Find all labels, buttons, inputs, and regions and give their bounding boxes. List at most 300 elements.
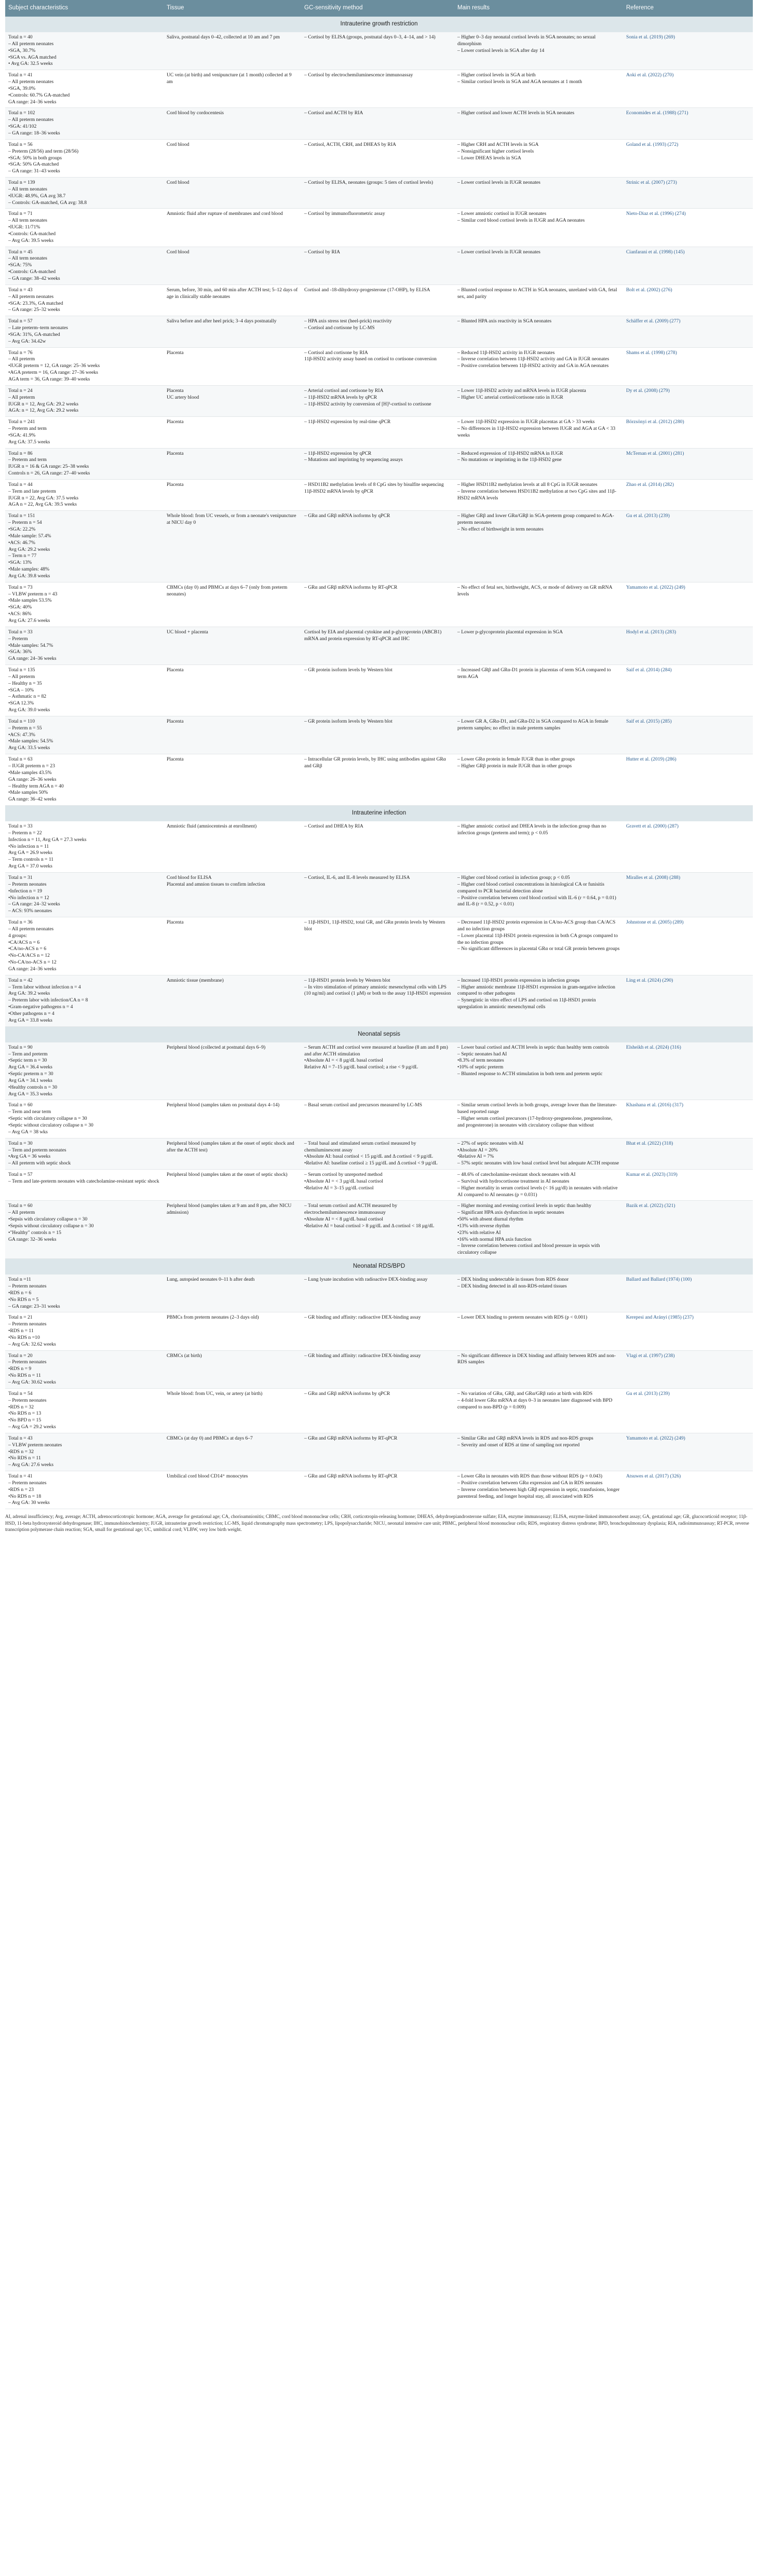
- cell-line: GA range: 24–36 weeks: [8, 99, 57, 105]
- subject-cell: [5, 821, 164, 872]
- cell-line: •Male sample: 57.4%: [8, 533, 51, 539]
- tissue-cell: [164, 975, 301, 1026]
- subject-cell: [5, 665, 164, 716]
- table-row: [5, 582, 753, 627]
- cell-line: Total n = 110: [8, 718, 35, 724]
- table-row: [5, 209, 753, 247]
- table-footnote: AI, adrenal insufficiency; Avg, average; ACTH, adrenocorticotropic hormone; AGA, average for gestational age; CA, chorioamnionitis; CBMC, cord blood mononuclear cells; CRH, corticotropin-releasing hormone; DHEAS, dehydroepiandrosterone sulfate; EIA, enzyme immunoassay; ELISA, enzyme-linked immunosorbent assay; GA, gestational age; GR, glucocorticoid receptor; 11β-HSD, 11-beta hydroxysteroid dehydrogenase; IHC, immunohistochemistry; IUGR, intrauterine growth restriction; LC-MS, liquid chromatography mass spectrometry; LPS, lipopolysaccharide; NICU, neonatal intensive care unit; PBMC, peripheral blood mononuclear cells; RDS, respiratory distress syndrome; BPD, bronchopulmonary dysplasia; RIA, radioimmunoassay; RT-PCR, reverse transcription polymerase chain reaction; SGA, small for gestational age; UC, umbilical cord; VLBW, very low birth weight.: [5, 1514, 749, 1533]
- cell-line: •ACS: 47.3%: [8, 731, 35, 738]
- cell-line: – 11β-HSD2 expression by qPCR: [304, 450, 372, 456]
- cell-line: – All preterm with septic shock: [8, 1160, 71, 1167]
- tissue-cell: [164, 1138, 301, 1169]
- cell-line: – Preterm (28/56) and term (28/56): [8, 148, 79, 154]
- cell-line: – IUGR preterm n = 23: [8, 763, 55, 769]
- table-row: [5, 1312, 753, 1350]
- cell-line: – No variation of GRα, GRβ, and GRα/GRβ ratio at birth with RDS: [457, 1390, 593, 1397]
- reference-link[interactable]: Saif et al. (2014) (284): [623, 665, 753, 716]
- results-cell: [454, 479, 623, 510]
- cell-line: •Infection n = 19: [8, 888, 42, 894]
- cell-line: Infection n = 11, Avg GA = 27.3 weeks: [8, 836, 87, 843]
- cell-line: CBMCs (day 0) and PBMCs at days 6–7 (only from preterm neonates): [167, 584, 289, 597]
- cell-line: – No mutations or imprinting in the 11β-HSD2 gene: [457, 457, 562, 463]
- cell-line: •RDS n = 11: [8, 1328, 34, 1334]
- subject-cell: [5, 1312, 164, 1350]
- cell-line: – Higher amniotic membrane 11β-HSD1 expression in gram-negative infection compared to other pathogens: [457, 984, 617, 997]
- reference-link[interactable]: Vlagi et al. (1997) (238): [623, 1350, 753, 1388]
- cell-line: – 57% septic neonates with low basal cortisol level but adequate ACTH response: [457, 1160, 619, 1167]
- method-cell: [301, 32, 454, 70]
- cell-line: Placenta: [167, 387, 184, 394]
- cell-line: Total n = 86: [8, 450, 33, 456]
- results-cell: [454, 1201, 623, 1259]
- cell-line: Placenta: [167, 450, 184, 456]
- cell-line: •No RDS n =10: [8, 1334, 40, 1340]
- tissue-cell: [164, 716, 301, 754]
- reference-link[interactable]: Kumar et al. (2023) (319): [623, 1170, 753, 1201]
- cell-line: •IUGR: 48.9%, GA avg 38.7: [8, 193, 66, 199]
- cell-line: – Lower 11β-HSD2 activity and mRNA levels in IUGR placenta: [457, 387, 586, 394]
- tissue-cell: [164, 347, 301, 385]
- subject-cell: [5, 1138, 164, 1169]
- cell-line: •Septic without circulatory collapse n = 30: [8, 1122, 93, 1128]
- cell-line: – Higher cord blood cortisol concentrations in histological CA or funisitis compared to PCR bacterial detection alone: [457, 881, 606, 894]
- cell-line: – Preterm n = 22: [8, 830, 42, 836]
- cell-line: •"Healthy" controls n = 15: [8, 1229, 61, 1236]
- cell-line: Total n = 41: [8, 1473, 33, 1480]
- cell-line: •13% with reverse rhythm: [457, 1223, 510, 1229]
- cell-line: •Avg GA = 36 weeks: [8, 1154, 51, 1160]
- cell-line: •ACS: 86%: [8, 611, 32, 617]
- tissue-cell: [164, 247, 301, 284]
- cell-line: Total n = 43: [8, 1435, 33, 1441]
- method-cell: [301, 417, 454, 448]
- cell-line: •No RDS n = 5: [8, 1296, 39, 1303]
- cell-line: Total n = 21: [8, 1314, 33, 1321]
- cell-line: – HSD11B2 methylation levels of 8 CpG sites by bisulfite sequencing: [304, 481, 444, 487]
- cell-line: – Preterm n = 54: [8, 520, 42, 526]
- cell-line: – Survival with hydrocortisone treatment in AI neonates: [457, 1178, 570, 1184]
- cell-line: •10% of septic preterm: [457, 1064, 504, 1070]
- tissue-cell: [164, 139, 301, 177]
- cell-line: Placenta: [167, 667, 184, 673]
- cell-line: •Male samples: 54.7%: [8, 642, 53, 648]
- reference-link[interactable]: Börzsönyi et al. (2012) (280): [623, 417, 753, 448]
- cell-line: •No-CA/ACS n = 12: [8, 953, 50, 959]
- cell-line: – GR protein isoform levels by Western blot: [304, 718, 392, 724]
- header-results: Main results: [454, 0, 623, 17]
- results-cell: [454, 1100, 623, 1138]
- cell-line: – Term controls n = 11: [8, 857, 54, 863]
- results-cell: [454, 1433, 623, 1471]
- reference-link[interactable]: Sonia et al. (2019) (269): [623, 32, 753, 70]
- cell-line: – 48.6% of catecholamine-resistant shock neonates with AI: [457, 1172, 576, 1178]
- cell-line: – Lower 11β-HSD2 expression in IUGR placentas at GA > 33 weeks: [457, 419, 595, 425]
- cell-line: Total n = 33: [8, 629, 33, 635]
- cell-line: – GA range: 38–42 weeks: [8, 276, 60, 281]
- results-cell: [454, 511, 623, 582]
- results-cell: [454, 108, 623, 139]
- subject-cell: [5, 872, 164, 917]
- cell-line: – Preterm n = 55: [8, 725, 42, 731]
- results-cell: [454, 178, 623, 209]
- reference-link[interactable]: Shams et al. (1998) (278): [623, 347, 753, 385]
- reference-link[interactable]: Bolt et al. (2002) (276): [623, 284, 753, 316]
- cell-line: Avg GA = 33.8 weeks: [8, 1017, 52, 1023]
- subject-cell: [5, 754, 164, 806]
- cell-line: •SGA: 41/102: [8, 124, 37, 130]
- cell-line: •No RDS n = 13: [8, 1411, 42, 1417]
- cell-line: – Term and near term: [8, 1109, 51, 1115]
- reference-link[interactable]: Gu et al. (2013) (239): [623, 1388, 753, 1433]
- cell-line: – Lower GRα protein in female IUGR than in other groups: [457, 756, 575, 763]
- section-title: Neonatal sepsis: [5, 1026, 753, 1042]
- cell-line: •SGA: 23.3%, GA matched: [8, 300, 63, 306]
- cell-line: •No RDS n = 11: [8, 1373, 41, 1379]
- cell-line: – Higher serum cortisol precursors (17-hydroxy-pregnenolone, pregnenolone, and progesterone) in neonates with circulatory collapse than without: [457, 1116, 614, 1128]
- cell-line: 11β-HSD2 mRNA levels by qPCR: [304, 488, 373, 494]
- cell-line: Cord blood: [167, 141, 190, 147]
- cell-line: – Late preterm–term neonates: [8, 325, 68, 331]
- tissue-cell: [164, 178, 301, 209]
- cell-line: Total n = 57: [8, 318, 33, 324]
- subject-cell: [5, 284, 164, 316]
- reference-link[interactable]: Saif et al. (2015) (285): [623, 716, 753, 754]
- cell-line: – Cortisol and DHEA by RIA: [304, 823, 363, 830]
- cell-line: – Lower amniotic cortisol in IUGR neonates: [457, 211, 547, 217]
- cell-line: •Sepsis with circulatory collapse n = 30: [8, 1216, 88, 1223]
- cell-line: •SGA: 75%: [8, 262, 32, 268]
- cell-line: – GA range: 25–32 weeks: [8, 307, 60, 313]
- reference-link[interactable]: Cianfarani et al. (1998) (145): [623, 247, 753, 284]
- cell-line: – Cortisol, ACTH, CRH, and DHEAS by RIA: [304, 141, 396, 147]
- cell-line: Avg GA = 26.9 weeks: [8, 850, 52, 856]
- cell-line: •Relative AI: baseline cortisol ≥ 15 µg/dL and Δ cortisol < 9 µg/dL: [304, 1160, 438, 1167]
- cell-line: •RDS n = 32: [8, 1448, 34, 1455]
- cell-line: •SGA: 50% in both groups: [8, 155, 62, 161]
- cell-line: – GA range: 24–32 weeks: [8, 901, 60, 907]
- method-cell: [301, 1201, 454, 1259]
- reference-link[interactable]: Strinic et al. (2007) (273): [623, 178, 753, 209]
- cell-line: – Serum ACTH and cortisol were measured at baseline (8 am and 8 pm) and after ACTH stimulation: [304, 1044, 450, 1057]
- cell-line: Saliva, postnatal days 0–42, collected at 10 am and 7 pm: [167, 34, 280, 40]
- tissue-cell: [164, 627, 301, 665]
- cell-line: Total n = 139: [8, 180, 35, 186]
- tissue-cell: [164, 1042, 301, 1100]
- cell-line: – Severity and onset of RDS at time of sampling not reported: [457, 1442, 580, 1448]
- cell-line: •No RDS n = 11: [8, 1455, 41, 1461]
- cell-line: •SGA: 13%: [8, 560, 32, 566]
- reference-link[interactable]: Zhao et al. (2014) (282): [623, 479, 753, 510]
- cell-line: Placenta: [167, 919, 184, 926]
- cell-line: – GRα and GRβ mRNA isoforms by qPCR: [304, 513, 390, 519]
- cell-line: Total n = 40: [8, 34, 33, 40]
- cell-line: – Significant HPA axis dysfunction in septic neonates: [457, 1210, 564, 1216]
- table-row: [5, 821, 753, 872]
- cell-line: – All preterm neonates: [8, 40, 54, 47]
- cell-line: 4 groups:: [8, 932, 27, 939]
- cell-line: Total n = 63: [8, 756, 33, 763]
- cell-line: – Inverse correlation between high GRβ expression in septic, transfusions, longer parenteral feeding, and longer hospital stay, all associated with RDS: [457, 1486, 621, 1499]
- cell-line: – Reduced expression of 11β-HSD2 mRNA in IUGR: [457, 450, 563, 456]
- cell-line: •No infection n = 11: [8, 843, 49, 849]
- subject-cell: [5, 1471, 164, 1509]
- cell-line: Avg GA: 33.5 weeks: [8, 745, 50, 751]
- cell-line: •Absolute AI = < 8 µg/dL basal cortisol: [304, 1216, 383, 1223]
- tissue-cell: [164, 448, 301, 479]
- reference-link[interactable]: Nieto-Diaz et al. (1996) (274): [623, 209, 753, 247]
- method-cell: [301, 479, 454, 510]
- cell-line: – Avg GA: 30.62 weeks: [8, 1379, 56, 1385]
- cell-line: – GR binding and affinity: radioactive DEX-binding assay: [304, 1314, 421, 1321]
- cell-line: GA range: 36–42 weeks: [8, 796, 57, 803]
- cell-line: •Male samples 50%: [8, 790, 48, 796]
- table-row: [5, 665, 753, 716]
- reference-link[interactable]: Yamamoto et al. (2022) (249): [623, 582, 753, 627]
- cell-line: CBMCs (at day 0) and PBMCs at days 6–7: [167, 1435, 253, 1441]
- cell-line: •Controls: GA-matched: [8, 269, 56, 275]
- reference-link[interactable]: Bazik et al. (2022) (321): [623, 1201, 753, 1259]
- cell-line: Cortisol by EIA and placental cytokine and p-glycoprotein (ABCB1) mRNA and protein expression by RT-qPCR and IHC: [304, 629, 443, 642]
- reference-link[interactable]: Aoki et al. (2022) (270): [623, 70, 753, 108]
- header-tissue: Tissue: [164, 0, 301, 17]
- reference-link[interactable]: Economides et al. (1988) (271): [623, 108, 753, 139]
- table-row: [5, 1170, 753, 1201]
- cell-line: – Lower DHEAS levels in SGA: [457, 155, 521, 161]
- cell-line: •Other pathogens n = 4: [8, 1011, 55, 1016]
- cell-line: Total n = 56: [8, 141, 33, 147]
- cell-line: Total n = 44: [8, 481, 33, 487]
- reference-link[interactable]: Ballard and Ballard (1974) (100): [623, 1275, 753, 1312]
- cell-line: – Nonsignificant higher cortisol levels: [457, 148, 534, 154]
- cell-line: – Avg GA: 34.42w: [8, 338, 46, 344]
- cell-line: – No significant differences in placental GRα or total GR protein between groups: [457, 946, 620, 952]
- table-row: [5, 417, 753, 448]
- reference-link[interactable]: Miralles et al. (2008) (288): [623, 872, 753, 917]
- cell-line: •CA/ACS n = 6: [8, 939, 40, 945]
- cell-line: – Lower DEX binding to preterm neonates with RDS (p < 0.001): [457, 1314, 588, 1321]
- cell-line: •SGA 12.3%: [8, 700, 34, 707]
- table-row: [5, 385, 753, 416]
- cell-line: – Increased GRβ and GRα-D1 protein in placentas of term SGA compared to term AGA: [457, 667, 612, 680]
- cell-line: Peripheral blood (samples taken on postnatal days 4–14): [167, 1102, 280, 1108]
- reference-link[interactable]: McTernan et al. (2001) (281): [623, 448, 753, 479]
- cell-line: – Higher GRβ and lower GRα/GRβ in SGA-preterm group compared to AGA-preterm neonates: [457, 513, 614, 526]
- cell-line: •Controls: GA-matched: [8, 231, 56, 237]
- cell-line: – Inverse correlation between cortisol and blood pressure in sepsis with circulatory collapse: [457, 1243, 601, 1256]
- cell-line: – Higher HSD11B2 methylation levels at all 8 CpG in IUGR neonates: [457, 481, 598, 487]
- cell-line: – Total serum cortisol and ACTH measured by electrochemiluminescence immunoassay: [304, 1203, 399, 1216]
- cell-line: 11β-HSD2 activity assay based on cortisol to cortisone conversion: [304, 356, 437, 362]
- cell-line: – Healthy term AGA n = 40: [8, 783, 64, 789]
- cell-line: •16% with normal HPA axis function: [457, 1236, 532, 1242]
- reference-link[interactable]: Ling et al. (2024) (290): [623, 975, 753, 1026]
- cell-line: Peripheral blood (collected at postnatal days 6–9): [167, 1044, 266, 1050]
- method-cell: [301, 872, 454, 917]
- tissue-cell: [164, 1201, 301, 1259]
- cell-line: •RDS n = 23: [8, 1486, 34, 1493]
- cell-line: •Male samples 43.5%: [8, 769, 52, 776]
- cell-line: IUGR n = 16 & GA range: 25–38 weeks: [8, 464, 89, 470]
- tissue-cell: [164, 1100, 301, 1138]
- reference-link[interactable]: Schäffer et al. (2009) (277): [623, 316, 753, 347]
- cell-line: Total n = 60: [8, 1203, 33, 1209]
- reference-link[interactable]: Gravett et al. (2000) (287): [623, 821, 753, 872]
- header-row: [5, 0, 753, 17]
- cell-line: – All preterm: [8, 673, 35, 680]
- cell-line: Total n = 60: [8, 1102, 33, 1108]
- cell-line: – Cortisol by RIA: [304, 249, 341, 255]
- table-row: [5, 139, 753, 177]
- cell-line: – 11β-HSD2 mRNA levels by qPCR: [304, 394, 377, 400]
- cell-line: – ACS: 93% neonates: [8, 908, 52, 914]
- cell-line: Total n = 42: [8, 977, 33, 983]
- results-cell: [454, 284, 623, 316]
- reference-link[interactable]: Hutter et al. (2019) (286): [623, 754, 753, 806]
- method-cell: [301, 665, 454, 716]
- cell-line: Saliva before and after heel prick; 3–4 days postnatally: [167, 318, 277, 324]
- section-header-row: [5, 806, 753, 822]
- reference-link[interactable]: Bhat et al. (2022) (318): [623, 1138, 753, 1169]
- method-cell: [301, 385, 454, 416]
- cell-line: UC vein (at birth) and venipuncture (at 1 month) collected at 9 am: [167, 72, 293, 85]
- cell-line: – Lower cortisol levels in IUGR neonates: [457, 249, 540, 255]
- cell-line: – No differences in 11β-HSD2 expression between IUGR and AGA at GA < 33 weeks: [457, 426, 617, 438]
- cell-line: – 11β-HSD2 activity by conversion of [H]³-cortisol to cortisone: [304, 401, 431, 407]
- cell-line: – Preterm neonates: [8, 1397, 47, 1403]
- cell-line: – All preterm: [8, 394, 35, 400]
- cell-line: Cord blood: [167, 249, 190, 255]
- subject-cell: [5, 1275, 164, 1312]
- subject-cell: [5, 716, 164, 754]
- table-row: [5, 872, 753, 917]
- reference-link[interactable]: Khashana et al. (2016) (317): [623, 1100, 753, 1138]
- subject-cell: [5, 1433, 164, 1471]
- cell-line: – All preterm neonates: [8, 79, 54, 85]
- method-cell: [301, 1042, 454, 1100]
- cell-line: • Avg GA: 32.5 weeks: [8, 61, 53, 67]
- cell-line: – In vitro stimulation of primary amniotic mesenchymal cells with LPS (10 ng/ml) and cortisol (1 µM) or both to the assay 11β-HSD1 expression: [304, 984, 451, 997]
- reference-link[interactable]: Atsuwes et al. (2017) (326): [623, 1471, 753, 1509]
- cell-line: •Controls: 60.7% GA-matched: [8, 92, 70, 98]
- reference-link[interactable]: Kerepesi and Arányi (1985) (237): [623, 1312, 753, 1350]
- cell-line: Placenta: [167, 481, 184, 487]
- table-row: [5, 284, 753, 316]
- table-row: [5, 754, 753, 806]
- cell-line: – VLBW preterm neonates: [8, 1442, 62, 1448]
- cell-line: – GA range: 31–43 weeks: [8, 168, 60, 174]
- reference-link[interactable]: Johnstone et al. (2005) (289): [623, 917, 753, 975]
- reference-link[interactable]: Yamamoto et al. (2022) (249): [623, 1433, 753, 1471]
- cell-line: Avg GA: 27.6 weeks: [8, 617, 50, 623]
- cell-line: – GRα and GRβ mRNA isoforms by RT-qPCR: [304, 1473, 398, 1480]
- cell-line: CBMCs (at birth): [167, 1352, 202, 1359]
- table-row: [5, 1275, 753, 1312]
- cell-line: – Similar GRα and GRβ mRNA levels in RDS and non-RDS groups: [457, 1435, 593, 1441]
- cell-line: – No effect of birthweight in term neonates: [457, 526, 544, 532]
- cell-line: •Gram-negative pathogens n = 4: [8, 1004, 73, 1010]
- cell-line: – Preterm: [8, 635, 28, 642]
- subject-cell: [5, 1388, 164, 1433]
- table-row: [5, 511, 753, 582]
- reference-link[interactable]: Goland et al. (1993) (272): [623, 139, 753, 177]
- header-reference: Reference: [623, 0, 753, 17]
- results-cell: [454, 975, 623, 1026]
- cell-line: – Septic neonates had AI: [457, 1051, 507, 1057]
- cell-line: – All term neonates: [8, 218, 47, 224]
- subject-cell: [5, 448, 164, 479]
- cell-line: Total n = 135: [8, 667, 35, 673]
- cell-line: •RDS n = 32: [8, 1404, 34, 1410]
- cell-line: Amniotic fluid (amniocentesis at enrollment): [167, 823, 257, 830]
- cell-line: Avg GA = 36.4 weeks: [8, 1064, 52, 1070]
- table-row: [5, 32, 753, 70]
- method-cell: [301, 139, 454, 177]
- cell-line: – 11β-HSD1 protein levels by Western blot: [304, 977, 390, 983]
- method-cell: [301, 1100, 454, 1138]
- results-cell: [454, 70, 623, 108]
- results-cell: [454, 716, 623, 754]
- results-cell: [454, 139, 623, 177]
- cell-line: – Positive correlation between 11β-HSD2 activity and GA in AGA neonates: [457, 363, 609, 369]
- cell-line: Serum, before, 30 min, and 60 min after ACTH test; 5–12 days of age in clinically stable neonates: [167, 287, 299, 300]
- subject-cell: [5, 1201, 164, 1259]
- table-row: [5, 448, 753, 479]
- tissue-cell: [164, 70, 301, 108]
- cell-line: GA range: 26–36 weeks: [8, 776, 57, 782]
- cell-line: •Relative AI = basal cortisol > 8 µg/dL and Δ cortisol < 18 µg/dL: [304, 1223, 435, 1229]
- reference-link[interactable]: Hodyl et al. (2013) (283): [623, 627, 753, 665]
- cell-line: •No-CA/no-ACS n = 12: [8, 959, 57, 966]
- method-cell: [301, 1312, 454, 1350]
- subject-cell: [5, 108, 164, 139]
- table-row: [5, 316, 753, 347]
- cell-line: Total n = 33: [8, 823, 33, 830]
- cell-line: Whole blood: from UC vessels, or from a neonate's venipuncture at NICU day 0: [167, 513, 297, 526]
- method-cell: [301, 627, 454, 665]
- reference-link[interactable]: Gu et al. (2013) (239): [623, 511, 753, 582]
- results-cell: [454, 917, 623, 975]
- cell-line: – Reduced 11β-HSD2 activity in IUGR neonates: [457, 349, 555, 356]
- reference-link[interactable]: Elsheikh et al. (2024) (316): [623, 1042, 753, 1100]
- cell-line: •SGA: 36%: [8, 649, 32, 655]
- cell-line: – Cortisol by electrochemiluminescence immunoassay: [304, 72, 413, 78]
- cell-line: Placenta: [167, 349, 184, 356]
- method-cell: [301, 821, 454, 872]
- cell-line: – Inverse correlation between 11β-HSD2 activity and GA in IUGR neonates: [457, 356, 610, 362]
- table-row: [5, 1042, 753, 1100]
- cell-line: Umbilical cord blood CD14⁺ monocytes: [167, 1473, 248, 1480]
- reference-link[interactable]: Dy et al. (2008) (279): [623, 385, 753, 416]
- results-cell: [454, 1312, 623, 1350]
- cell-line: Lung, autopsied neonates 0–11 h after death: [167, 1277, 255, 1283]
- cell-line: – 27% of septic neonates with AI: [457, 1140, 524, 1146]
- cell-line: Total n =11: [8, 1277, 31, 1283]
- cell-line: – Avg GA = 38 wks: [8, 1129, 48, 1135]
- cell-line: Avg GA: 39.0 weeks: [8, 707, 50, 713]
- cell-line: Avg GA: 39.2 weeks: [8, 991, 50, 997]
- tissue-cell: [164, 872, 301, 917]
- cell-line: Total n = 36: [8, 919, 33, 926]
- cell-line: Total n = 41: [8, 72, 33, 78]
- cell-line: – Synergistic in vitro effect of LPS and cortisol on 11β-HSD1 protein upregulation in amniotic mesenchymal cells: [457, 997, 598, 1010]
- results-cell: [454, 627, 623, 665]
- cell-line: – Lower cortisol levels in IUGR neonates: [457, 180, 540, 186]
- cell-line: GA range: 24–36 weeks: [8, 966, 57, 972]
- results-cell: [454, 1275, 623, 1312]
- method-cell: [301, 108, 454, 139]
- cell-line: – Term and late-preterm neonates with catecholamine-resistant septic shock: [8, 1178, 159, 1184]
- cell-line: Avg GA = 37.0 weeks: [8, 863, 52, 870]
